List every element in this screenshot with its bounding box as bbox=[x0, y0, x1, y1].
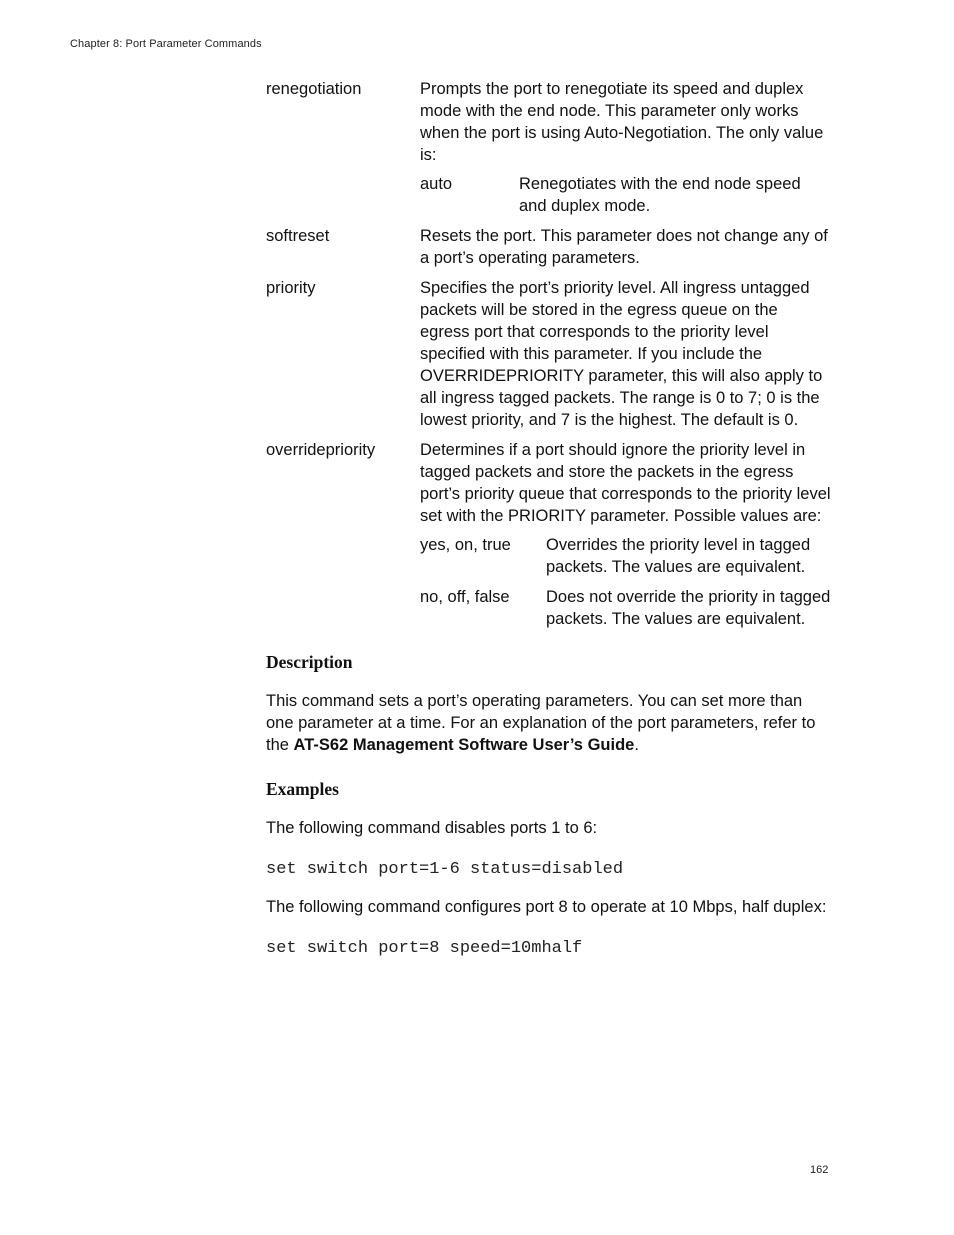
page-content bbox=[266, 78, 831, 960]
param-value-row bbox=[420, 173, 831, 217]
examples-heading: Examples bbox=[266, 779, 339, 799]
page-number: 162 bbox=[810, 1164, 829, 1176]
example-code: set switch port=8 speed=10mhalf bbox=[266, 939, 583, 958]
param-description: Resets the port. This parameter does not change any of a port’s operating parameters. bbox=[420, 227, 828, 267]
param-name: priority bbox=[266, 279, 316, 297]
param-description: Determines if a port should ignore the priority level in tagged packets and store the packets in the egress port’s priority queue that corresponds to the priority level set with the PRIORITY parameter. Possible values are: bbox=[420, 441, 831, 525]
param-value-description: Renegotiates with the end node speed and duplex mode. bbox=[519, 175, 801, 215]
param-value-description: Overrides the priority level in tagged packets. The values are equivalent. bbox=[546, 536, 811, 576]
param-name: renegotiation bbox=[266, 80, 362, 98]
param-renegotiation bbox=[266, 78, 831, 217]
param-value-row bbox=[420, 586, 831, 630]
description-text bbox=[266, 690, 831, 756]
param-value-name: yes, on, true bbox=[420, 536, 511, 554]
description-text-after: . bbox=[634, 736, 639, 754]
example-text: The following command disables ports 1 to 6: bbox=[266, 819, 598, 837]
param-softreset bbox=[266, 225, 831, 269]
param-overridepriority bbox=[266, 439, 831, 630]
param-value-row bbox=[420, 534, 831, 578]
running-header: Chapter 8: Port Parameter Commands bbox=[70, 38, 262, 50]
guide-reference: AT-S62 Management Software User’s Guide bbox=[293, 736, 635, 754]
param-description: Prompts the port to renegotiate its speed and duplex mode with the end node. This parameter only works when the port is using Auto-Negotiation. The only value is: bbox=[420, 80, 824, 164]
param-value-name: auto bbox=[420, 175, 453, 193]
param-value-name: no, off, false bbox=[420, 588, 510, 606]
param-value-description: Does not override the priority in tagged packets. The values are equivalent. bbox=[546, 588, 831, 628]
param-name: overridepriority bbox=[266, 441, 376, 459]
description-heading: Description bbox=[266, 652, 353, 672]
param-description: Specifies the port’s priority level. All ingress untagged packets will be stored in the egress queue on the egress port that corresponds to the priority level specified with this parameter. If you include the OVERRIDEPRIORITY parameter, this will also apply to all ingress tagged packets. The range is 0 to 7; 0 is the lowest priority, and 7 is the highest. The default is 0. bbox=[420, 279, 823, 429]
description-text-before: This command sets a port’s operating parameters. You can set more than one parameter at a time. For an explanation of the port parameters, refer to the bbox=[266, 692, 816, 754]
param-name: softreset bbox=[266, 227, 330, 245]
example-code: set switch port=1-6 status=disabled bbox=[266, 860, 624, 879]
param-priority bbox=[266, 277, 831, 431]
example-text: The following command configures port 8 to operate at 10 Mbps, half duplex: bbox=[266, 898, 827, 916]
